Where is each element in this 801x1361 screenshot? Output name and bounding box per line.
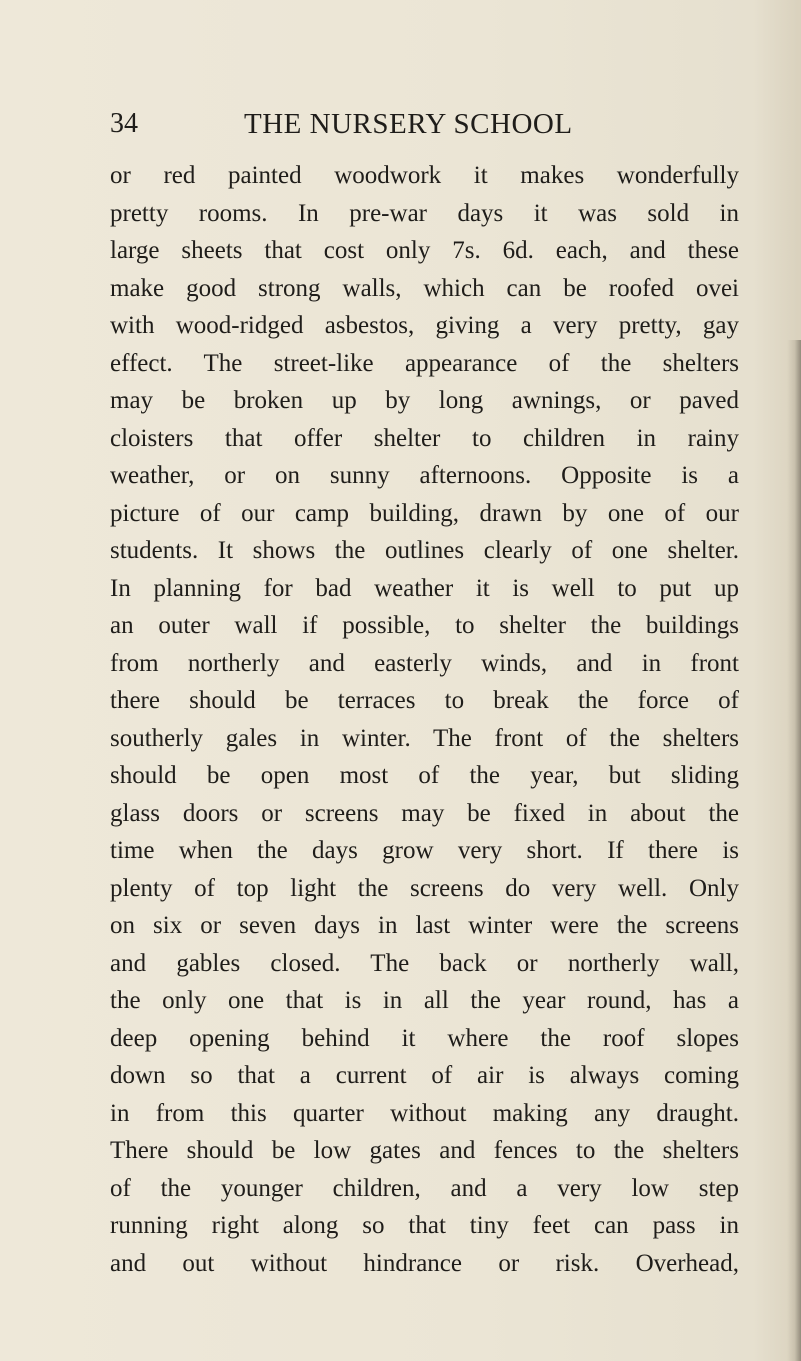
text-line: an outer wall if possible, to shelter the buildings bbox=[110, 612, 739, 639]
text-line: deep opening behind it where the roof slopes bbox=[110, 1024, 739, 1052]
text-line: southerly gales in winter. The front of the shelters bbox=[110, 724, 739, 752]
text-line: and out without hindrance or risk. Overhead, bbox=[110, 1249, 739, 1277]
text-line: in from this quarter without making any draught. bbox=[110, 1099, 739, 1127]
running-head: THE NURSERY SCHOOL bbox=[244, 108, 573, 140]
text-line: there should be terraces to break the force of bbox=[110, 687, 739, 714]
text-line: running right along so that tiny feet can pass in bbox=[110, 1212, 739, 1239]
text-line: plenty of top light the screens do very well. Only bbox=[110, 874, 739, 902]
text-line: pretty rooms. In pre-war days it was sold in bbox=[110, 199, 739, 227]
page-header bbox=[110, 104, 688, 144]
text-line: should be open most of the year, but sliding bbox=[110, 762, 739, 789]
text-line: from northerly and easterly winds, and in front bbox=[110, 649, 739, 677]
text-line: time when the days grow very short. If there is bbox=[110, 837, 739, 864]
page-number: 34 bbox=[110, 108, 138, 139]
text-line: or red painted woodwork it makes wonderfully bbox=[110, 162, 739, 189]
text-line: large sheets that cost only 7s. 6d. each, and these bbox=[110, 237, 739, 264]
text-line: with wood-ridged asbestos, giving a very pretty, gay bbox=[110, 312, 739, 339]
text-line: weather, or on sunny afternoons. Opposite is a bbox=[110, 462, 739, 489]
text-line: and gables closed. The back or northerly wall, bbox=[110, 949, 739, 977]
text-line: the only one that is in all the year round, has a bbox=[110, 987, 739, 1014]
text-line: make good strong walls, which can be roofed ovei bbox=[110, 274, 739, 302]
text-line: on six or seven days in last winter were the screens bbox=[110, 912, 739, 939]
text-line: of the younger children, and a very low step bbox=[110, 1174, 739, 1202]
text-line: down so that a current of air is always coming bbox=[110, 1062, 739, 1089]
page-edge-shadow bbox=[787, 340, 801, 1361]
text-line: effect. The street-like appearance of the shelters bbox=[110, 349, 739, 377]
text-line: students. It shows the outlines clearly of one shelter. bbox=[110, 537, 739, 564]
text-line: In planning for bad weather it is well to put up bbox=[110, 574, 739, 602]
text-line: There should be low gates and fences to the shelters bbox=[110, 1137, 739, 1164]
text-line: glass doors or screens may be fixed in about the bbox=[110, 799, 739, 827]
text-line: cloisters that offer shelter to children in rainy bbox=[110, 424, 739, 452]
text-line: picture of our camp building, drawn by one of our bbox=[110, 499, 739, 527]
text-line: may be broken up by long awnings, or paved bbox=[110, 387, 739, 414]
body-text bbox=[110, 157, 739, 1282]
